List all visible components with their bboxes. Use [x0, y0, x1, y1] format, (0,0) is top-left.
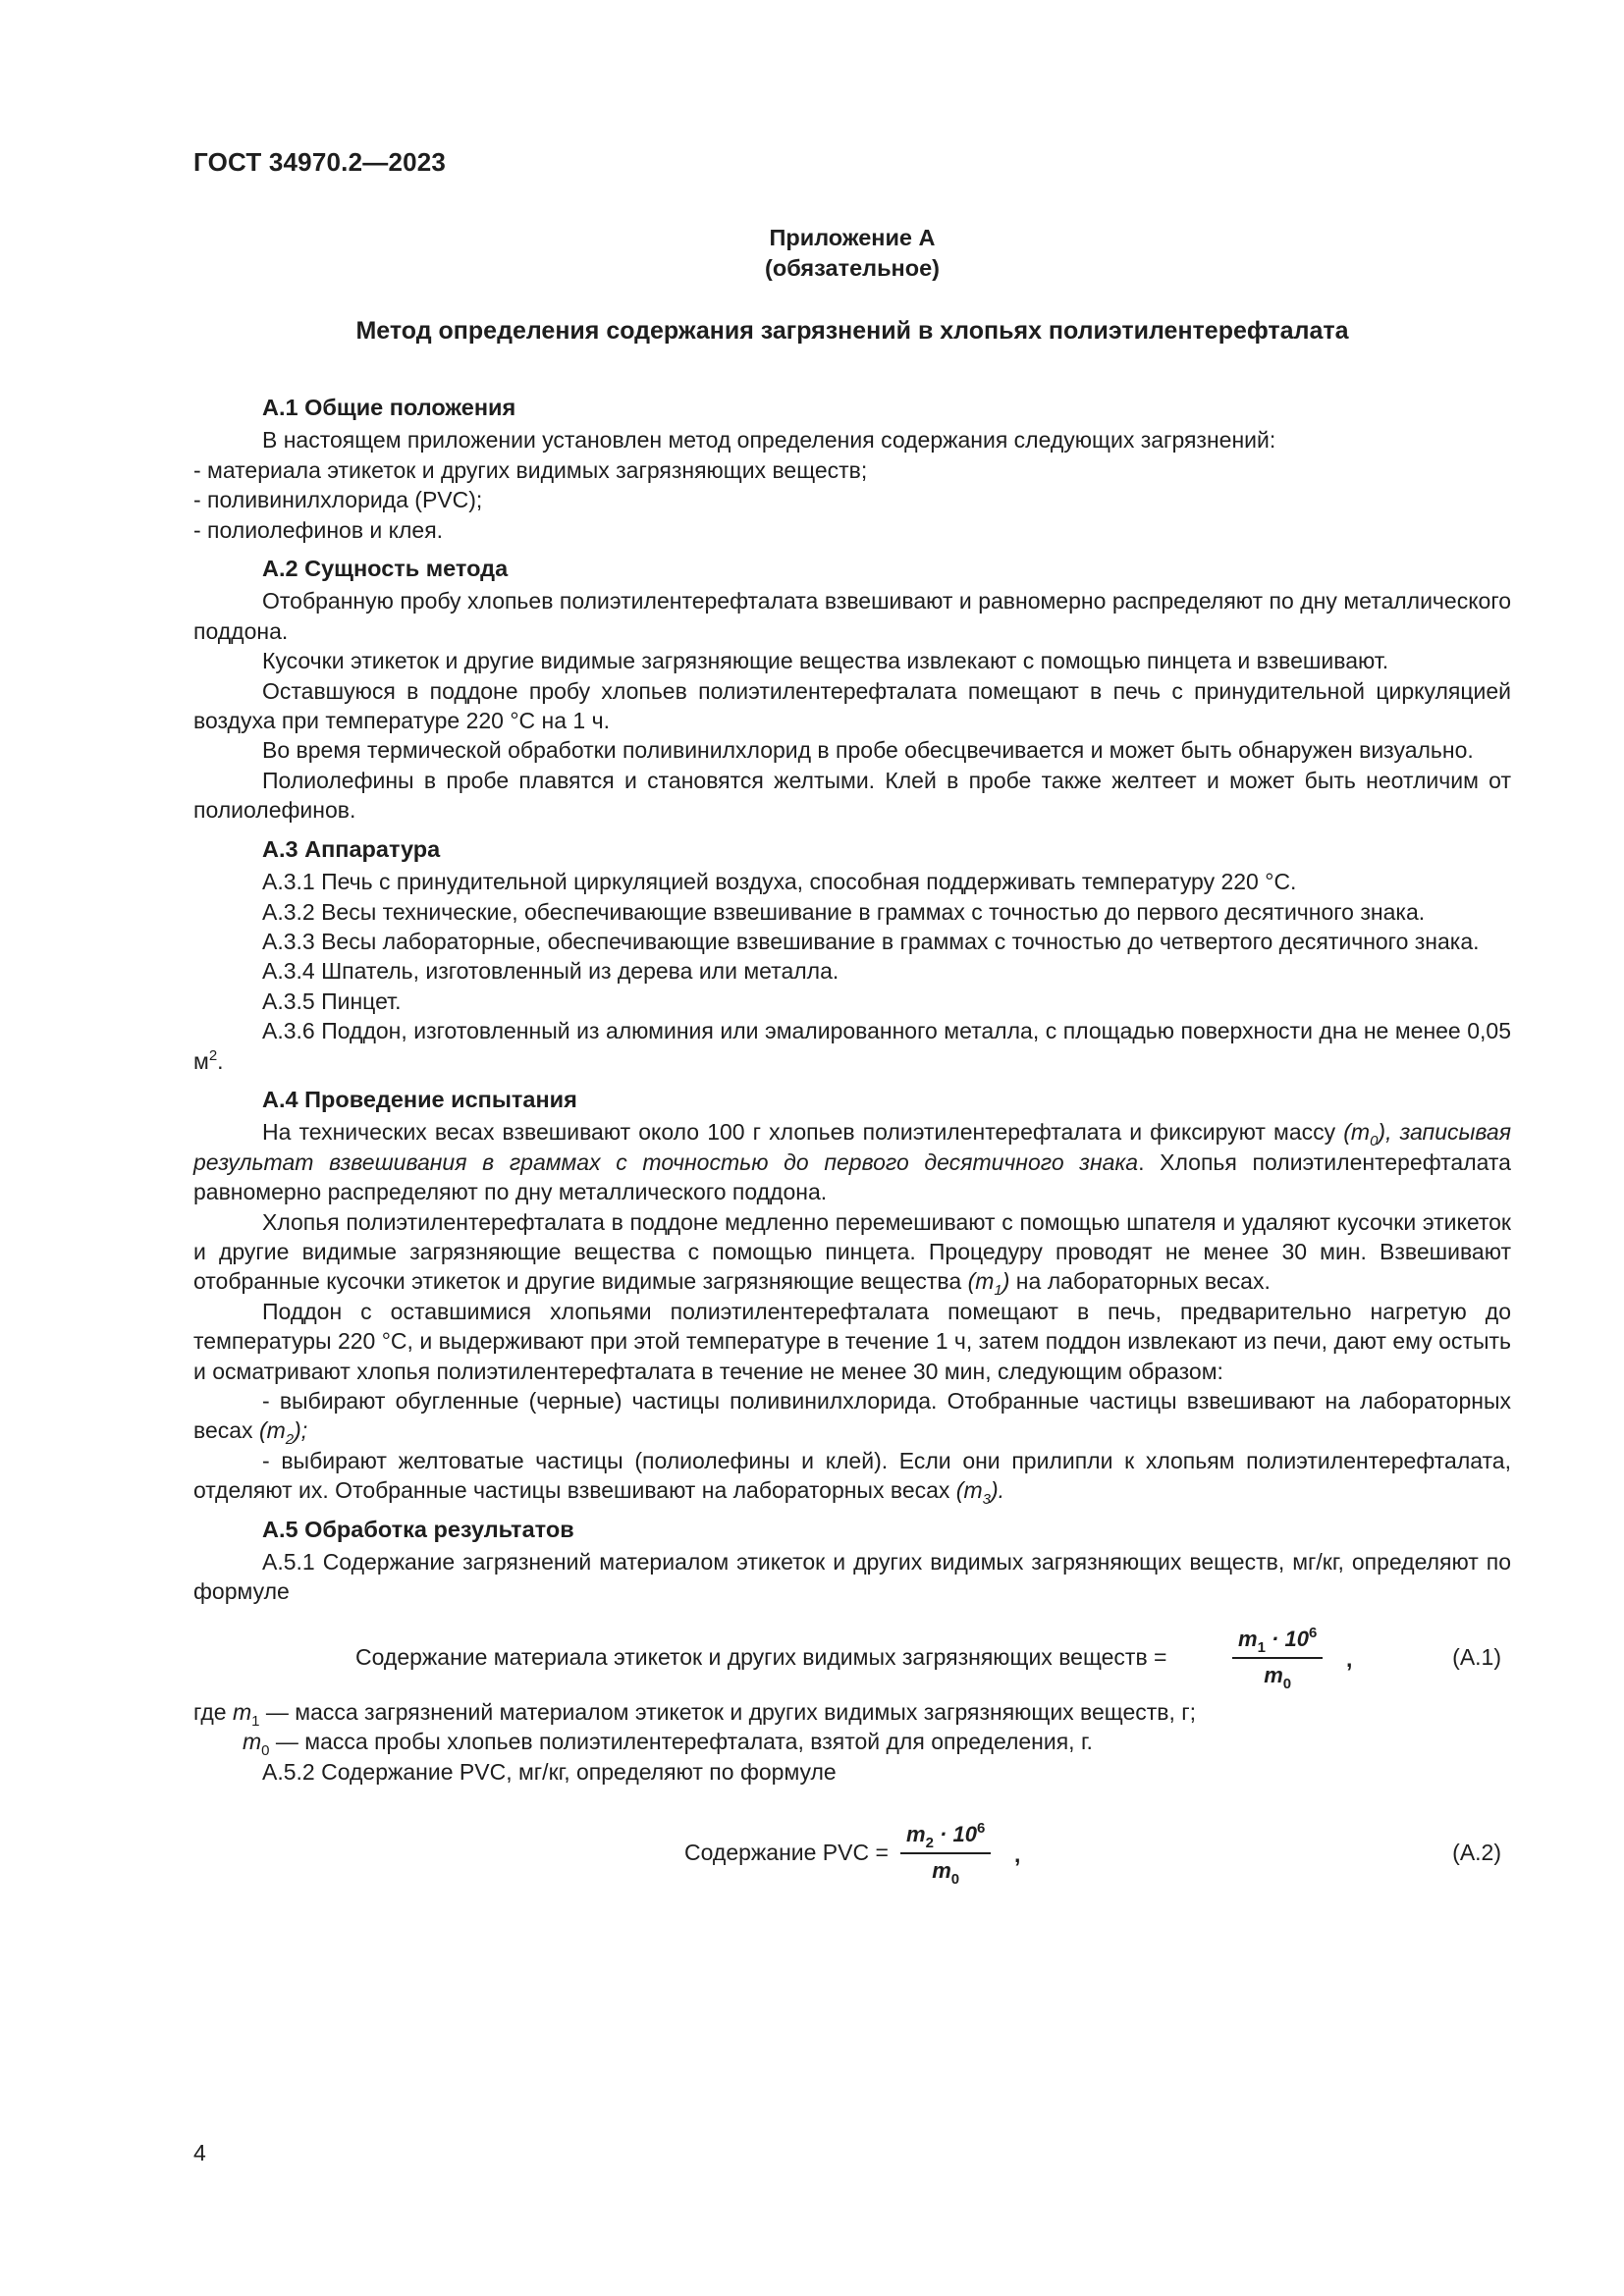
- formula-a2-comma: ,: [1014, 1842, 1021, 1868]
- formula-a2-fraction: [900, 1820, 991, 1887]
- f2-den-sub: 0: [950, 1871, 960, 1889]
- formula-a2: [193, 1820, 1511, 1889]
- where1-sub: 1: [251, 1712, 260, 1730]
- a4-paragraph: [193, 1207, 1511, 1300]
- where2-text: — масса пробы хлопьев полиэтилентерефталата, взятой для определения, г.: [269, 1729, 1093, 1755]
- a3-item: [193, 1016, 1511, 1076]
- f2-den-m: m: [932, 1858, 951, 1884]
- a4-p1-close: ),: [1378, 1119, 1392, 1146]
- section-heading-a3: А.3 Аппаратура: [262, 835, 441, 862]
- a5-paragraph: А.5.2 Содержание PVC, мг/кг, определяют по формуле: [262, 1758, 837, 1785]
- a3-item6-end: .: [217, 1047, 224, 1074]
- section-heading-a1: А.1 Общие положения: [262, 395, 516, 420]
- a4-b1-text: - выбирают обугленные (черные) частицы поливинилхлорида. Отобранные частицы взвешивают на лабораторных весах: [193, 1388, 1511, 1444]
- annex-heading: [193, 223, 1511, 284]
- a4-paragraph: [193, 1117, 1511, 1206]
- a4-b2-text: - выбирают желтоватые частицы (полиолефины и клей). Если они прилипли к хлопьям полиэтилентерефталата, отделяют их. Отобранные частицы взвешивают на лабораторных весах: [193, 1447, 1511, 1504]
- where2-sub: 0: [261, 1742, 270, 1760]
- a4-b1-sub: 2: [285, 1431, 295, 1449]
- a4-p2-text-end: на лабораторных весах.: [1009, 1268, 1271, 1295]
- where-m1: [193, 1697, 1511, 1730]
- formula-a2-text: Содержание PVC =: [684, 1840, 889, 1866]
- annex-status: (обязательное): [765, 255, 940, 281]
- f1-den-sub: 0: [1282, 1676, 1292, 1693]
- section-heading-a5: А.5 Обработка результатов: [262, 1516, 574, 1542]
- a1-list-item: - полиолефинов и клея.: [193, 516, 444, 543]
- a3-item: А.3.1 Печь с принудительной циркуляцией воздуха, способная поддерживать температуру 220 °С.: [262, 869, 1297, 895]
- page-number: 4: [193, 2140, 206, 2165]
- f2-num-sub: 2: [925, 1835, 934, 1852]
- document-body: [193, 393, 1511, 1893]
- a2-paragraph: Кусочки этикеток и другие видимые загрязняющие вещества извлекают с помощью пинцета и взвешивают.: [262, 648, 1389, 674]
- where-prefix: где: [193, 1698, 233, 1725]
- a4-p1-sub: 0: [1370, 1133, 1379, 1150]
- f2-num-m: m: [906, 1822, 926, 1847]
- a3-item: А.3.2 Весы технические, обеспечивающие взвешивание в граммах с точностью до первого десятичного знака.: [262, 898, 1426, 925]
- standard-designation: ГОСТ 34970.2—2023: [193, 147, 447, 177]
- a1-list-item: - поливинилхлорида (PVC);: [193, 487, 483, 513]
- a1-list-item: - материала этикеток и других видимых загрязняющих веществ;: [193, 456, 868, 483]
- a4-p1-text: На технических весах взвешивают около 100 г хлопьев полиэтилентерефталата и фиксируют массу: [262, 1119, 1344, 1146]
- a3-item6-text: А.3.6 Поддон, изготовленный из алюминия или эмалированного металла, с площадью поверхности дна не менее 0,05 м: [193, 1018, 1511, 1074]
- f1-den-m: m: [1264, 1663, 1283, 1688]
- f1-num-sub: 1: [1257, 1638, 1266, 1656]
- a4-b1-close: );: [294, 1417, 308, 1444]
- a4-p2-close: ): [1001, 1268, 1010, 1295]
- a4-p2-text: Хлопья полиэтилентерефталата в поддоне медленно перемешивают с помощью шпателя и удаляют кусочки этикеток и другие видимые загрязняющие вещества с помощью пинцета. Процедуру проводят не менее 30 мин. Взвешивают отобранные кусочки этикеток и другие видимые загрязняющие вещества: [193, 1208, 1511, 1295]
- a5-paragraph: А.5.1 Содержание загрязнений материалом этикеток и других видимых загрязняющих веществ, мг/кг, определяют по формуле: [193, 1549, 1511, 1605]
- formula-a1-label: (А.1): [1452, 1643, 1501, 1670]
- a4-b2-m: (m: [955, 1477, 983, 1504]
- a2-paragraph: Отобранную пробу хлопьев полиэтилентерефталата взвешивают и равномерно распределяют по дну металлического поддона.: [193, 588, 1511, 644]
- a4-p1-text-end: . Хлопья полиэтилентерефталата равномерно распределяют по дну металлического поддона.: [193, 1148, 1511, 1205]
- a3-item: А.3.4 Шпатель, изготовленный из дерева или металла.: [262, 958, 839, 985]
- method-title: Метод определения содержания загрязнений в хлопьях полиэтилентерефталата: [355, 317, 1349, 345]
- formula-a1-text: Содержание материала этикеток и других видимых загрязняющих веществ =: [355, 1643, 1167, 1670]
- a4-p1-italic: записывая результат взвешивания в граммах с точностью до первого десятичного знака: [193, 1119, 1511, 1175]
- f1-num-m: m: [1238, 1626, 1258, 1651]
- a3-item: А.3.5 Пинцет.: [262, 988, 402, 1014]
- formula-a1-fraction: [1232, 1625, 1323, 1691]
- a1-intro: В настоящем приложении установлен метод определения содержания следующих загрязнений:: [262, 427, 1276, 454]
- a2-paragraph: Оставшуюся в поддоне пробу хлопьев полиэтилентерефталата помещают в печь с принудительной циркуляцией воздуха при температуре 220 °С на 1 ч.: [193, 677, 1511, 734]
- formula-a1-numerator: [1232, 1625, 1323, 1659]
- section-heading-a2: А.2 Сущность метода: [262, 556, 509, 582]
- formula-a1: [193, 1624, 1511, 1693]
- a3-item: А.3.3 Весы лабораторные, обеспечивающие взвешивание в граммах с точностью до четвертого десятичного знака.: [262, 928, 1480, 954]
- where1-text: — масса загрязнений материалом этикеток и других видимых загрязняющих веществ, г;: [259, 1698, 1197, 1725]
- f2-num-sup: 6: [976, 1820, 986, 1838]
- f1-num-sup: 6: [1308, 1624, 1318, 1641]
- formula-a2-denominator: [900, 1854, 991, 1889]
- section-heading-a4: А.4 Проведение испытания: [262, 1086, 577, 1112]
- a4-p2-sub: 1: [994, 1282, 1002, 1300]
- where2-m: m: [243, 1729, 262, 1755]
- a4-b2-close: ).: [990, 1477, 1005, 1504]
- a2-paragraph: Полиолефины в пробе плавятся и становятся желтыми. Клей в пробе также желтеет и может быть неотличим от полиолефинов.: [193, 767, 1511, 824]
- a4-b1-m: (m: [258, 1417, 286, 1444]
- a4-bullet: [193, 1386, 1511, 1449]
- where1-m: m: [232, 1698, 252, 1725]
- formula-a2-label: (А.2): [1452, 1840, 1501, 1866]
- a2-paragraph: Во время термической обработки поливинилхлорид в пробе обесцвечивается и может быть обнаружен визуально.: [262, 737, 1474, 764]
- a3-item6-sup: 2: [208, 1046, 218, 1064]
- a4-p2-m: (m: [967, 1268, 995, 1295]
- a4-paragraph: Поддон с оставшимися хлопьями полиэтилентерефталата помещают в печь, предварительно нагретую до температуры 220 °С, и выдерживают при этой температуре в течение 1 ч, затем поддон извлекают из печи, дают ему остыть и осматривают хлопья полиэтилентерефталата в течение не менее 30 мин, следующим образом:: [193, 1298, 1511, 1384]
- a4-bullet: [193, 1446, 1511, 1509]
- formula-a1-comma: ,: [1346, 1645, 1353, 1672]
- a4-p1-m: (m: [1343, 1119, 1371, 1146]
- annex-title: Приложение А: [769, 225, 936, 250]
- f2-num-mult: · 10: [933, 1822, 977, 1847]
- where-m0: [193, 1727, 1511, 1760]
- formula-a2-numerator: [900, 1820, 991, 1854]
- f1-num-mult: · 10: [1265, 1626, 1309, 1651]
- formula-a1-denominator: [1232, 1659, 1323, 1693]
- a4-b2-sub: 3: [982, 1491, 991, 1509]
